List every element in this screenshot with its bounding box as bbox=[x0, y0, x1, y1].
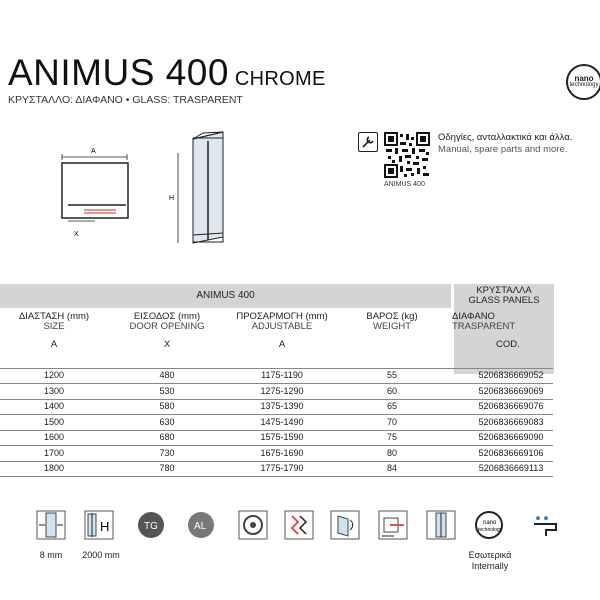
product-title bbox=[8, 52, 326, 94]
qr-code[interactable] bbox=[384, 132, 430, 178]
glass-title-english: GLASS PANELS bbox=[468, 295, 540, 306]
table-cell: 1300 bbox=[43, 385, 65, 396]
magnetic-seal-icon bbox=[238, 510, 268, 540]
col-code-symbol: COD. bbox=[496, 339, 520, 350]
table-cell: 1375-1390 bbox=[260, 401, 304, 411]
table-cell: 1275-1290 bbox=[260, 385, 304, 396]
table-row-divider bbox=[0, 445, 553, 446]
manual-link[interactable] bbox=[438, 132, 572, 156]
al-label: AL bbox=[194, 521, 207, 532]
table-cell: 5206836669069 bbox=[478, 385, 544, 396]
table-cell: 1700 bbox=[43, 447, 65, 458]
table-cell: 5206836669090 bbox=[478, 432, 544, 442]
table-cell: 730 bbox=[159, 447, 175, 458]
finish-name: CHROME bbox=[234, 68, 326, 90]
front-view-drawing bbox=[165, 125, 245, 250]
col-weight-english: WEIGHT bbox=[373, 321, 411, 332]
table-group-title: ANIMUS 400 bbox=[196, 290, 255, 301]
col-header-adjustable bbox=[228, 312, 336, 350]
water-drops-icon bbox=[530, 510, 560, 540]
table-cell: 530 bbox=[159, 385, 175, 396]
top-view-drawing bbox=[50, 140, 170, 250]
glass-thickness-caption: 8 mm bbox=[39, 550, 63, 560]
col-header-size bbox=[14, 312, 94, 350]
table-cell: 780 bbox=[159, 463, 175, 473]
table-row bbox=[0, 448, 553, 460]
nano-icon-line2: technology bbox=[478, 527, 503, 533]
table-row bbox=[0, 463, 553, 475]
table-group-header bbox=[0, 284, 451, 308]
nano-caption bbox=[460, 550, 520, 572]
table-row-divider bbox=[0, 461, 553, 462]
col-size-symbol: A bbox=[50, 339, 58, 350]
dim-h-label: H bbox=[169, 195, 175, 202]
col-door-symbol: X bbox=[163, 339, 171, 350]
dim-a-label: A bbox=[91, 148, 96, 155]
model-name: ANIMUS 400 bbox=[8, 52, 229, 93]
table-cell: 1200 bbox=[43, 370, 65, 380]
table-row bbox=[0, 432, 553, 444]
handle-icon bbox=[378, 510, 408, 540]
col-size-greek: ΔΙΑΣΤΑΣΗ (mm) bbox=[18, 311, 90, 322]
table-row-divider bbox=[0, 430, 553, 431]
table-cell: 1775-1790 bbox=[260, 463, 304, 473]
table-cell: 65 bbox=[386, 401, 397, 411]
table-cell: 680 bbox=[159, 432, 175, 442]
door-opening-icon bbox=[330, 510, 360, 540]
table-cell: 5206836669113 bbox=[478, 463, 544, 473]
table-cell: 580 bbox=[159, 401, 175, 411]
col-header-code bbox=[452, 312, 552, 350]
table-cell: 480 bbox=[159, 370, 175, 380]
height-letter: H bbox=[100, 519, 110, 534]
table-row-divider bbox=[0, 414, 553, 415]
nano-badge-line1: nano bbox=[574, 74, 594, 83]
table-cell: 1600 bbox=[43, 432, 65, 442]
table-row bbox=[0, 370, 553, 382]
table-cell: 5206836669106 bbox=[478, 447, 544, 458]
manual-text-english: Manual, spare parts and more. bbox=[438, 144, 568, 155]
nano-technology-badge bbox=[566, 64, 600, 100]
qr-caption: ANIMUS 400 bbox=[384, 181, 425, 188]
table-cell: 5206836669083 bbox=[478, 416, 544, 427]
col-code-greek: ΔΙΑΦΑΝΟ bbox=[452, 311, 495, 322]
table-row bbox=[0, 401, 553, 413]
table-cell: 1800 bbox=[43, 463, 65, 473]
col-door-english: DOOR OPENING bbox=[129, 321, 205, 332]
table-row-divider bbox=[0, 399, 553, 400]
nano-icon-line1: nano bbox=[483, 520, 497, 526]
col-weight-greek: ΒΑΡΟΣ (kg) bbox=[366, 311, 418, 322]
table-row-divider bbox=[0, 383, 553, 384]
glass-title-greek: ΚΡΥΣΤΑΛΛΑ bbox=[476, 285, 532, 296]
nano-badge-line2: technology bbox=[569, 82, 599, 88]
col-size-english: SIZE bbox=[43, 321, 65, 332]
table-cell: 75 bbox=[386, 432, 397, 442]
tg-label: TG bbox=[144, 521, 158, 532]
nano-caption-english: Internally bbox=[471, 561, 509, 571]
height-icon bbox=[84, 510, 114, 540]
table-cell: 5206836669052 bbox=[478, 370, 544, 380]
table-cell: 1400 bbox=[43, 401, 65, 411]
col-header-door-opening bbox=[122, 312, 212, 350]
col-header-weight bbox=[352, 312, 432, 332]
glass-note: ΚΡΥΣΤΑΛΛΟ: ΔΙΑΦΑΝΟ • GLASS: TRASPARENT bbox=[8, 94, 243, 106]
frame-profile-icon bbox=[426, 510, 456, 540]
table-cell: 55 bbox=[386, 370, 397, 380]
wrench-icon bbox=[358, 132, 378, 152]
tempered-glass-icon bbox=[136, 510, 166, 540]
table-row bbox=[0, 417, 553, 429]
reversible-icon bbox=[284, 510, 314, 540]
table-row bbox=[0, 386, 553, 398]
aluminium-icon bbox=[186, 510, 216, 540]
table-cell: 1675-1690 bbox=[260, 447, 304, 458]
nano-technology-icon bbox=[474, 510, 504, 540]
col-adjust-greek: ΠΡΟΣΑΡΜΟΓΗ (mm) bbox=[236, 311, 328, 322]
col-adjust-symbol: A bbox=[278, 339, 286, 350]
table-cell: 630 bbox=[159, 416, 175, 427]
nano-caption-greek: Εσωτερικά bbox=[468, 550, 512, 560]
table-cell: 1175-1190 bbox=[261, 370, 303, 380]
table-cell: 1575-1590 bbox=[260, 432, 304, 442]
col-code-english: TRASPARENT bbox=[452, 321, 516, 332]
height-caption: 2000 mm bbox=[82, 550, 120, 560]
table-cell: 84 bbox=[386, 463, 397, 473]
table-cell: 60 bbox=[386, 385, 397, 396]
table-cell: 80 bbox=[386, 447, 397, 458]
glass-thickness-icon bbox=[36, 510, 66, 540]
table-cell: 5206836669076 bbox=[478, 401, 544, 411]
table-cell: 1475-1490 bbox=[260, 416, 304, 427]
table-row-divider bbox=[0, 368, 553, 369]
col-adjust-english: ADJUSTABLE bbox=[251, 321, 313, 332]
glass-panels-header bbox=[454, 284, 554, 308]
table-cell: 1500 bbox=[43, 416, 65, 427]
manual-text-greek: Οδηγίες, ανταλλακτικά και άλλα. bbox=[438, 132, 573, 143]
table-row-divider bbox=[0, 476, 553, 477]
col-door-greek: ΕΙΣΟΔΟΣ (mm) bbox=[133, 311, 201, 322]
table-cell: 70 bbox=[386, 416, 397, 427]
dim-x-label: X bbox=[74, 231, 79, 238]
